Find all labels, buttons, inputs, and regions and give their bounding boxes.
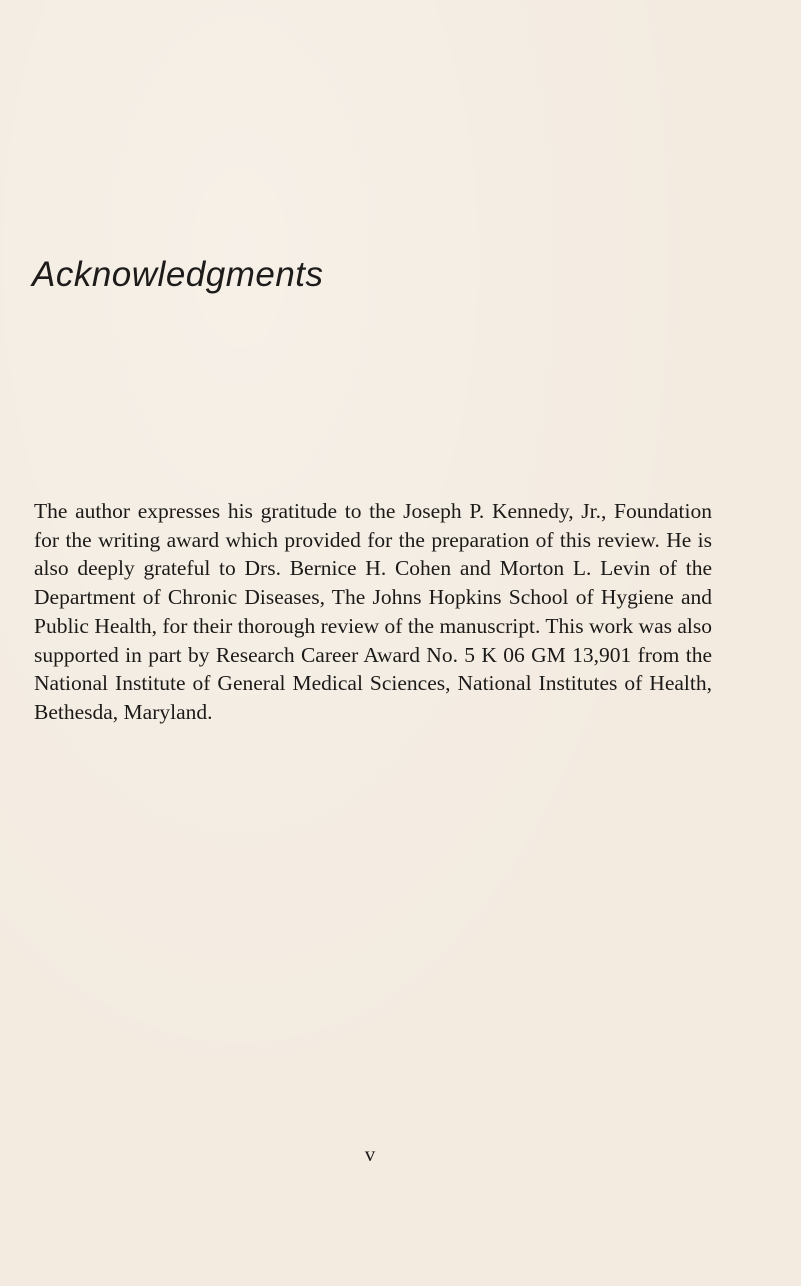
acknowledgments-paragraph: The author expresses his gratitude to the Joseph P. Kennedy, Jr., Foundation for the writing award which provided for the preparation of this review. He is also deeply grateful to Drs. Bernice H. Cohen and Morton L. Levin of the Department of Chronic Diseases, The Johns Hopkins School of Hygiene and Public Health, for their thorough review of the manuscript. This work was also supported in part by Research Career Award No. 5 K 06 GM 13,901 from the National Institute of General Medical Sciences, National Institutes of Health, Bethesda, Maryland. (34, 499, 712, 724)
page-number: v (364, 1142, 376, 1166)
page-title: Acknowledgments (32, 255, 324, 294)
